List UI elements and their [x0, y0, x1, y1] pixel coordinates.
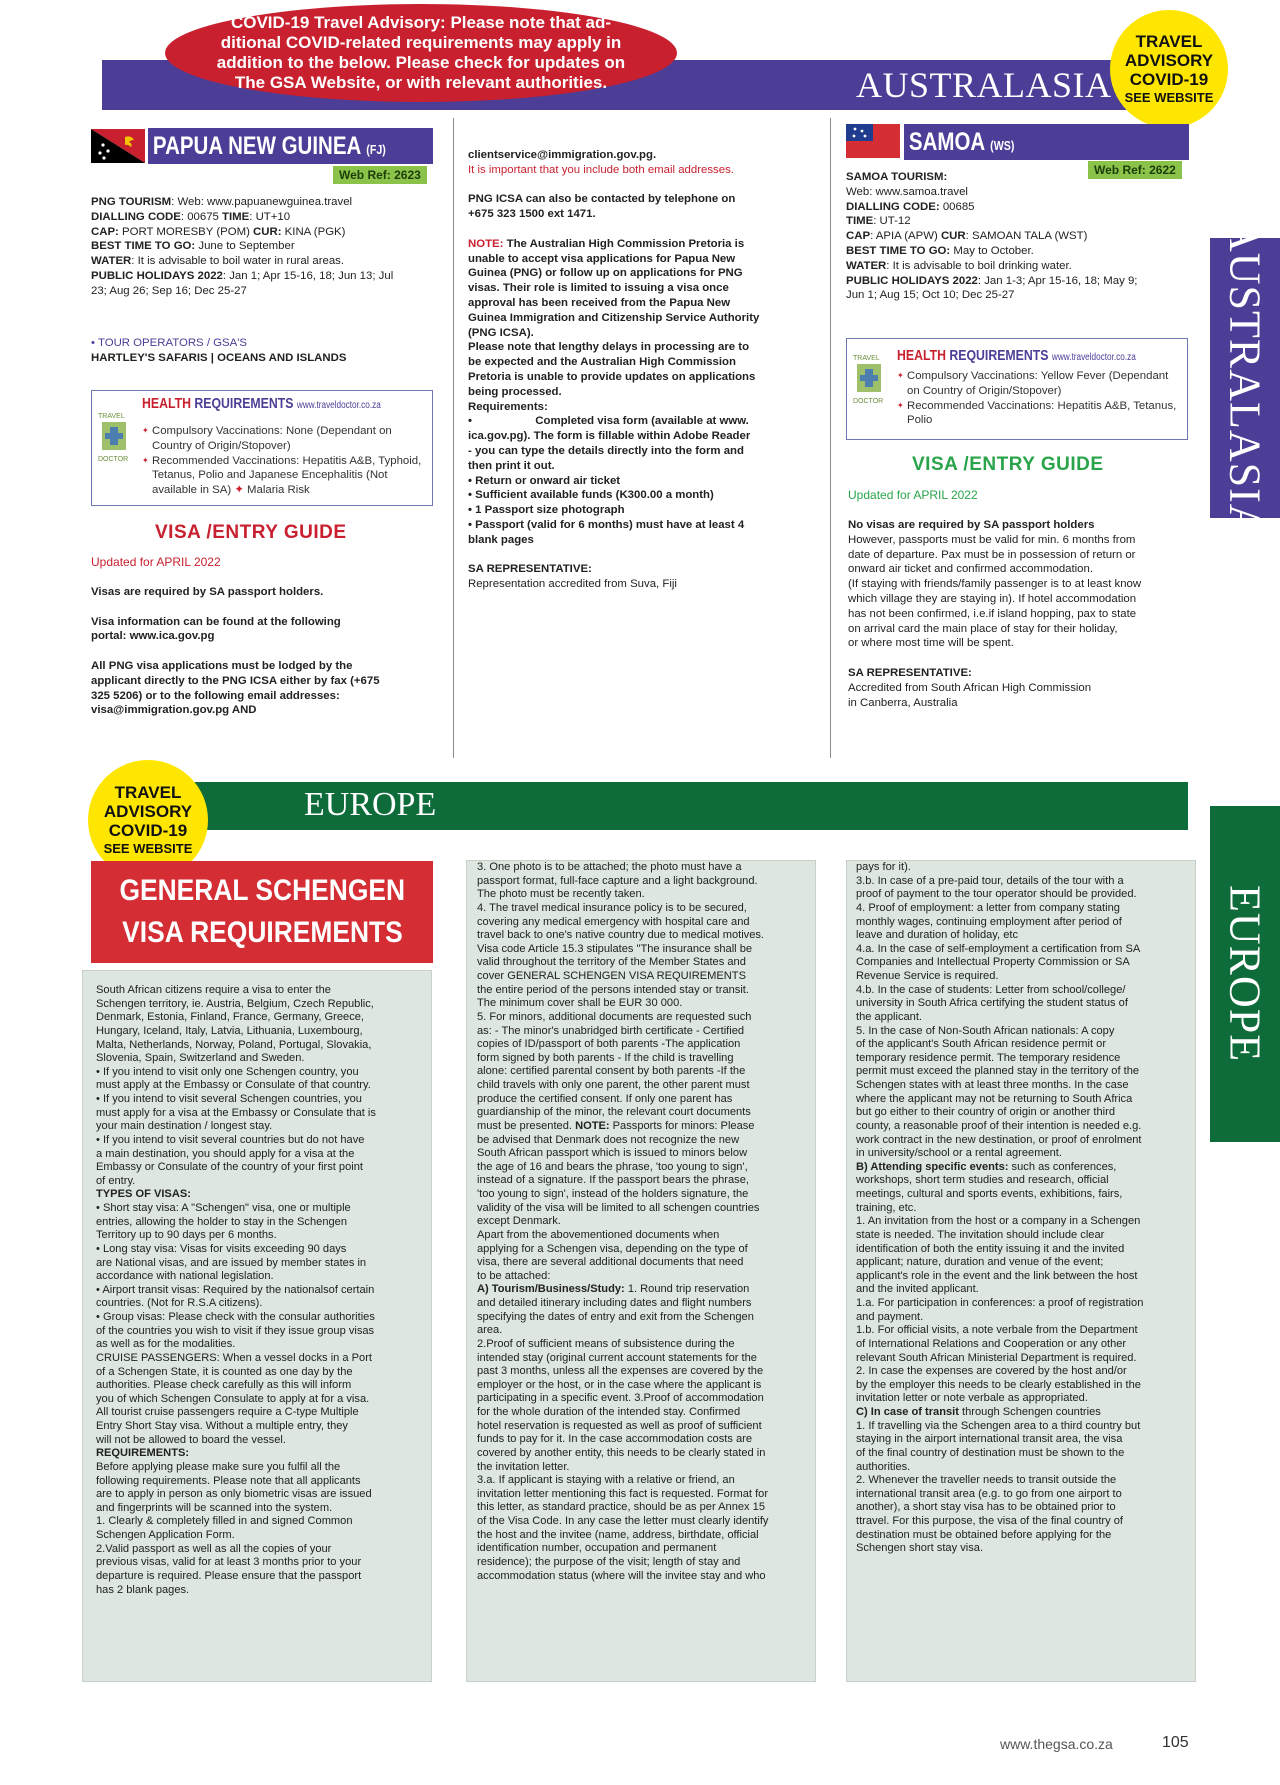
- png-visa-text-cont: clientservice@immigration.gov.pg. It is important that you include both email addresses. PNG ICSA can also be contacted by telephone on +675 323 1500 ext 1471. NOTE: The Australian High Commission Pretoria is unable to accept visa applications for Papua New Guinea (PNG) or follow up on applications for PNG visas. Their role is limited to issuing a visa once approval has been received from the Papua New Guinea Immigration and Citizenship Service Authority (PNG ICSA). Please note that lengthy delays in processing are to be expected and the Australian High Commission Pretoria is unable to provide updates on applications being processed. Requirements: • Completed visa form (available at www. ica.gov.pg). The form is fillable within Adobe Reader - you can type the details directly into the form and then print it out. • Return or onward air ticket • Sufficient available funds (K300.00 a month) • 1 Passport size photograph • Passport (valid for 6 months) must have at least 4 blank pages SA REPRESENTATIVE: Representation accredited from Suva, Fiji: [468, 149, 760, 591]
- schengen-line: 2.Valid passport as well as all the copies of your: [96, 1542, 332, 1555]
- schengen-line: accordance with national legislation.: [96, 1270, 274, 1283]
- schengen-line: • If you intend to visit only one Schengen country, you: [96, 1065, 359, 1078]
- australasia-side-tab-label: AUSTRALASIA: [1220, 219, 1270, 537]
- schengen-line: All tourist cruise passengers require a C-type Multiple: [96, 1406, 359, 1419]
- covid-notice-line: The GSA Website, or with relevant authorities.: [234, 73, 608, 92]
- schengen-line: TYPES OF VISAS:: [96, 1188, 191, 1201]
- schengen-line: Schengen short stay visa.: [856, 1542, 984, 1555]
- covid-notice-line: COVID-19 Travel Advisory: Please note that ad-: [230, 13, 612, 32]
- schengen-line: 5. In the case of Non-South African nationals: A copy: [856, 1024, 1115, 1037]
- schengen-line: invitation letter mentioning this fact is requested. Format for: [477, 1487, 769, 1500]
- schengen-line: another), a short stay visa has to be obtained prior to: [856, 1501, 1116, 1514]
- schengen-line: temporary residence permit. The temporary residence: [856, 1051, 1121, 1064]
- schengen-line: 4.b. In the case of students: Letter from school/college/: [856, 983, 1126, 996]
- schengen-line: form signed by both parents - If the child is travelling: [477, 1051, 734, 1064]
- samoa-visa-guide-heading: VISA /ENTRY GUIDE: [912, 454, 1104, 475]
- png-visa-guide-heading: VISA /ENTRY GUIDE: [155, 522, 347, 543]
- schengen-line: 1.a. For participation in conferences: a proof of registration: [856, 1297, 1144, 1309]
- schengen-line: Schengen states with at least three months. In the case: [856, 1079, 1129, 1091]
- schengen-line: past 3 months, unless all the expenses are covered by the: [477, 1365, 764, 1378]
- samoa-web-ref[interactable]: Web Ref: 2622: [1088, 161, 1182, 179]
- schengen-line: 1. An invitation from the host or a company in a Schengen: [856, 1215, 1141, 1228]
- schengen-line: a main destination, you should apply for a visa at the: [96, 1147, 355, 1160]
- schengen-line: visa, there are several additional documents that need: [477, 1256, 744, 1269]
- schengen-line: 'too young to sign', instead of the holders signature, the: [477, 1188, 749, 1200]
- schengen-line: must apply at the Embassy or Consulate of that country.: [96, 1079, 371, 1092]
- schengen-line: travel back to one's native country due to medical motives.: [477, 929, 765, 942]
- png-health-box: [91, 390, 433, 506]
- samoa-flag-icon: [846, 124, 900, 158]
- schengen-line: instead of a signature. If the passport bears the phrase,: [477, 1174, 749, 1187]
- schengen-line: of a Schengen State, it is counted as one day by the: [96, 1365, 353, 1378]
- svg-text:DOCTOR: DOCTOR: [853, 398, 884, 405]
- schengen-line: and detailed itinerary including dates and flight numbers: [477, 1297, 752, 1309]
- schengen-line: covered by another entity, this needs to be clearly stated in: [477, 1446, 766, 1459]
- badge-line: COVID-19: [108, 820, 188, 840]
- schengen-line: Apart from the abovementioned documents when: [477, 1228, 720, 1241]
- schengen-line: applicant's role in the event and the link between the host: [856, 1269, 1138, 1282]
- covid-notice-line: addition to the below. Please check for updates on: [216, 53, 626, 72]
- schengen-line: Revenue Service is required.: [856, 970, 999, 982]
- png-flag-icon: [91, 129, 145, 163]
- badge-line: ADVISORY: [1124, 50, 1214, 70]
- schengen-line: Slovenia, Spain, Switzerland and Sweden.: [96, 1052, 305, 1065]
- schengen-line: the invitation letter.: [477, 1460, 570, 1473]
- page-number: 105: [1162, 1734, 1189, 1751]
- schengen-line: by the employer this needs to be clearly established in the: [856, 1378, 1141, 1391]
- schengen-line: pays for it).: [856, 861, 911, 873]
- column-divider: [830, 118, 831, 758]
- schengen-line: as: - The minor's unabridged birth certificate - Certified: [477, 1024, 745, 1037]
- schengen-line: The photo must be recently taken.: [477, 888, 645, 901]
- schengen-line: The minimum cover shall be EUR 30 000.: [477, 997, 683, 1010]
- schengen-line: where the applicant may not be returning to South Africa: [856, 1092, 1133, 1105]
- schengen-line: following requirements. Please note that all applicants: [96, 1474, 361, 1487]
- svg-text:TRAVEL: TRAVEL: [853, 355, 880, 362]
- schengen-line: will not be allowed to board the vessel.: [96, 1433, 286, 1446]
- schengen-line: Companies and Intellectual Property Commission or SA: [856, 956, 1130, 969]
- schengen-line: work contract in the new destination, or proof of enrolment: [856, 1133, 1142, 1146]
- schengen-line: • If you intend to visit several Schengen countries, you: [96, 1093, 362, 1105]
- samoa-health-list: [897, 369, 1182, 428]
- badge-see-website: SEE WEBSITE: [1124, 89, 1214, 105]
- samoa-updated: Updated for APRIL 2022: [848, 488, 978, 502]
- schengen-line: staying in the airport international transit area, the visa: [856, 1433, 1123, 1446]
- schengen-line: 4. Proof of employment: a letter from company stating: [856, 901, 1120, 914]
- svg-text:DOCTOR: DOCTOR: [98, 456, 129, 463]
- schengen-line: departure is required. Please ensure that the passport: [96, 1569, 362, 1582]
- samoa-country-header: [904, 124, 1189, 160]
- schengen-text-col1: [96, 984, 376, 1597]
- schengen-line: 4.a. In the case of self-employment a certification from SA: [856, 942, 1141, 955]
- schengen-line: countries. (Not for R.S.A citizens).: [96, 1297, 263, 1310]
- australasia-title: AUSTRALASIA: [856, 65, 1112, 105]
- samoa-health-box: [846, 338, 1188, 440]
- schengen-line: Territory up to 90 days per 6 months.: [96, 1229, 277, 1242]
- health-item: ✦ Recommended Vaccinations: Hepatitis A&B, Tetanus, Polio: [897, 399, 1182, 429]
- schengen-line: Visa code Article 15.3 stipulates "The insurance shall be: [477, 942, 753, 955]
- schengen-line: county, a reasonable proof of their intention is needed e.g.: [856, 1119, 1142, 1132]
- health-item: ✦ Compulsory Vaccinations: Yellow Fever (Dependant on Country of Origin/Stopover): [897, 369, 1182, 399]
- schengen-line: intended stay (original current account statements for the: [477, 1351, 757, 1364]
- schengen-line: must apply for a visa at the Embassy or Consulate that is: [96, 1106, 376, 1119]
- schengen-line: Hungary, Iceland, Italy, Latvia, Lithuania, Luxembourg,: [96, 1024, 363, 1037]
- schengen-line: Embassy or Consulate of the country of your first point: [96, 1161, 363, 1174]
- schengen-line: permit must exceed the planned stay in the territory of the: [856, 1065, 1140, 1078]
- schengen-line: monthly wages, continuing employment after period of: [856, 915, 1122, 928]
- travel-doctor-logo-icon: [96, 409, 132, 469]
- schengen-line: REQUIREMENTS:: [96, 1447, 190, 1460]
- schengen-line: produce the certified consent. If only one parent has: [477, 1092, 733, 1105]
- schengen-line: CRUISE PASSENGERS: When a vessel docks in a Port: [96, 1351, 373, 1364]
- schengen-line: child travels with only one parent, the other parent must: [477, 1079, 750, 1091]
- png-facts: PNG TOURISM: Web: www.papuanewguinea.travel DIALLING CODE: 00675 TIME: UT+10 CAP: PORT MORESBY (POM) CUR: KINA (PGK) BEST TIME TO GO: June to September WATER: It is advisable to boil water in rural areas. PUBLIC HOLIDAYS 2022: Jan 1; Apr 15-16, 18; Jun 13; Jul 23; Aug 26; Sep 16; Dec 25-27: [91, 196, 394, 297]
- schengen-heading-line: GENERAL SCHENGEN: [119, 874, 405, 907]
- schengen-line: identification of both the entity issuing it and the invited: [856, 1242, 1125, 1255]
- schengen-line: of the final country of destination must be shown to the: [856, 1446, 1125, 1459]
- schengen-line: proof of payment to the tour operator should be provided.: [856, 888, 1137, 901]
- schengen-line: the host and the invitee (name, address, birthdate, official: [477, 1528, 759, 1541]
- schengen-line: university in South Africa certifying the student status of: [856, 997, 1128, 1010]
- schengen-line: funds to pay for it. In the case accommodation costs are: [477, 1433, 753, 1446]
- png-tour-operators: • TOUR OPERATORS / GSA'S HARTLEY'S SAFARIS | OCEANS AND ISLANDS: [91, 337, 347, 364]
- schengen-line: • Airport transit visas: Required by the nationalsof certain: [96, 1283, 375, 1296]
- schengen-line: • Short stay visa: A "Schengen" visa, one or multiple: [96, 1202, 351, 1214]
- schengen-line: of entry.: [96, 1174, 136, 1187]
- schengen-line: hotel reservation is requested as well as proof of sufficient: [477, 1419, 762, 1432]
- schengen-line: Malta, Netherlands, Norway, Poland, Portugal, Slovakia,: [96, 1038, 372, 1051]
- schengen-line: C) In case of transit through Schengen countries: [856, 1406, 1101, 1418]
- samoa-health-title: HEALTH REQUIREMENTS www.traveldoctor.co.za: [897, 347, 1136, 364]
- schengen-line: the entire period of the persons intended stay or transit.: [477, 983, 749, 996]
- schengen-line: residence); the purpose of the visit; length of stay and: [477, 1555, 741, 1568]
- schengen-line: 3. One photo is to be attached; the photo must have a: [477, 861, 742, 873]
- schengen-line: the age of 16 and bears the phrase, 'too young to sign',: [477, 1160, 748, 1173]
- png-health-list: [142, 424, 432, 498]
- schengen-line: of the applicant's South African residence permit or: [856, 1038, 1107, 1051]
- png-health-title: HEALTH REQUIREMENTS www.traveldoctor.co.za: [142, 395, 381, 412]
- schengen-line: applying for a Schengen visa, depending on the type of: [477, 1242, 748, 1255]
- schengen-line: Denmark, Estonia, Finland, France, Germany, Greece,: [96, 1011, 364, 1024]
- schengen-line: ttravel. For this purpose, the visa of the final country of: [856, 1515, 1123, 1527]
- travel-advisory-badge[interactable]: [1110, 10, 1228, 128]
- schengen-line: but go either to their country of origin or another third: [856, 1106, 1116, 1119]
- samoa-facts: SAMOA TOURISM: Web: www.samoa.travel DIALLING CODE: 00685 TIME: UT-12 CAP: APIA (APW) CUR: SAMOAN TALA (WST) BEST TIME TO GO: May to October. WATER: It is advisable to boil drinking water. PUBLIC HOLIDAYS 2022: Jan 1-3; Apr 15-16, 18; May 9; Jun 1; Aug 15; Oct 10; Dec 25-27: [846, 171, 1138, 302]
- png-country-header: [148, 128, 433, 164]
- schengen-line: be advised that Denmark does not recognize the new: [477, 1133, 740, 1146]
- schengen-line: of the Visa Code. In any case the letter must clearly identify: [477, 1515, 769, 1527]
- schengen-line: • Long stay visa: Visas for visits exceeding 90 days: [96, 1242, 347, 1255]
- png-country-code: (FJ): [366, 141, 386, 157]
- europe-title: EUROPE: [304, 786, 437, 823]
- travel-doctor-logo-icon: [851, 351, 887, 411]
- schengen-line: the applicant.: [856, 1010, 922, 1023]
- samoa-country-code: (WS): [990, 137, 1015, 153]
- schengen-line: except Denmark.: [477, 1215, 561, 1228]
- schengen-line: invitation letter or note verbale as appropriated.: [856, 1392, 1088, 1405]
- schengen-line: 1. If travelling via the Schengen area to a third country but: [856, 1419, 1141, 1432]
- schengen-line: authorities. Please check carefully as this will inform: [96, 1379, 352, 1392]
- schengen-line: 1. Clearly & completely filled in and signed Common: [96, 1515, 353, 1528]
- schengen-line: Schengen Application Form.: [96, 1529, 235, 1541]
- schengen-line: specifying the dates of entry and exit from the Schengen: [477, 1310, 754, 1323]
- schengen-line: identification number, occupation and permanent: [477, 1542, 717, 1555]
- schengen-line: participating in a specific event. 3.Proof of accommodation: [477, 1392, 764, 1405]
- png-country-name: PAPUA NEW GUINEA: [152, 131, 361, 160]
- schengen-line: and payment.: [856, 1310, 924, 1323]
- schengen-line: applicant; nature, duration and venue of the event;: [856, 1256, 1104, 1269]
- footer-website-link[interactable]: www.thegsa.co.za: [1000, 1736, 1113, 1752]
- schengen-text-col2: [477, 861, 768, 1583]
- schengen-line: state is needed. The invitation should include clear: [856, 1228, 1105, 1241]
- schengen-heading-line: VISA REQUIREMENTS: [121, 916, 403, 949]
- schengen-line: to be attached:: [477, 1269, 551, 1282]
- schengen-line: and fingerprints will be scanned into the system.: [96, 1501, 333, 1514]
- schengen-line: entries, allowing the holder to stay in the Schengen: [96, 1215, 348, 1228]
- schengen-line: previous visas, valid for at least 3 months prior to your: [96, 1556, 362, 1569]
- png-web-ref[interactable]: Web Ref: 2623: [333, 166, 427, 184]
- schengen-line: 1.b. For official visits, a note verbale from the Department: [856, 1324, 1138, 1337]
- schengen-text-col3: [856, 861, 1143, 1556]
- png-updated: Updated for APRIL 2022: [91, 555, 221, 569]
- schengen-line: guardianship of the minor, the relevant court documents: [477, 1106, 751, 1119]
- australasia-side-tab: [1210, 219, 1280, 537]
- schengen-line: as well as for the modalities.: [96, 1338, 236, 1351]
- schengen-line: 2. In case the expenses are covered by the host and/or: [856, 1365, 1127, 1378]
- schengen-line: training, etc.: [856, 1201, 917, 1214]
- schengen-line: cover GENERAL SCHENGEN VISA REQUIREMENTS: [477, 970, 746, 982]
- png-visa-text: Visas are required by SA passport holders. Visa information can be found at the following portal: www.ica.gov.pg All PNG visa applications must be lodged by the applicant directly to the PNG ICSA either by fax (+675 325 5206) or to the following email addresses: visa@immigration.gov.pg AND: [91, 586, 380, 717]
- samoa-country-name: SAMOA: [908, 127, 985, 156]
- badge-line: TRAVEL: [1135, 31, 1203, 51]
- schengen-line: has 2 blank pages.: [96, 1583, 190, 1596]
- schengen-line: international transit area (e.g. to go from one airport to: [856, 1487, 1122, 1500]
- column-divider: [453, 118, 454, 758]
- schengen-line: 2.Proof of sufficient means of subsistence during the: [477, 1337, 735, 1350]
- badge-see-website: SEE WEBSITE: [103, 840, 193, 856]
- badge-line: ADVISORY: [103, 801, 193, 821]
- schengen-line: alone: certified parental consent by both parents -If the: [477, 1065, 746, 1078]
- schengen-line: South African passport which is issued to minors below: [477, 1147, 748, 1160]
- schengen-line: A) Tourism/Business/Study: 1. Round trip reservation: [477, 1283, 750, 1296]
- covid-notice-line: ditional COVID-related requirements may apply in: [220, 33, 622, 52]
- schengen-heading: [91, 861, 433, 963]
- covid-advisory-notice: [165, 4, 677, 102]
- schengen-line: of the countries you wish to visit if they issue group visas: [96, 1324, 375, 1337]
- schengen-line: are National visas, and are issued by member states in: [96, 1256, 367, 1269]
- badge-line: COVID-19: [1129, 69, 1209, 89]
- schengen-line: validity of the visa will be limited to all schengen countries: [477, 1201, 760, 1214]
- europe-side-tab: [1210, 806, 1280, 1142]
- schengen-line: accommodation status (where will the invitee stay and who: [477, 1569, 766, 1582]
- schengen-line: of International Relations and Cooperation or any other: [856, 1337, 1127, 1350]
- svg-text:TRAVEL: TRAVEL: [98, 413, 125, 420]
- schengen-line: leave and duration of holiday, etc: [856, 929, 1018, 942]
- schengen-line: your main destination / longest stay.: [96, 1120, 273, 1133]
- schengen-line: copies of ID/passport of both parents -The application: [477, 1038, 741, 1051]
- health-item: ✦ Compulsory Vaccinations: None (Dependant on Country of Origin/Stopover): [142, 424, 432, 454]
- schengen-line: 5. For minors, additional documents are requested such: [477, 1010, 752, 1023]
- schengen-line: and the invited applicant.: [856, 1283, 979, 1296]
- schengen-line: destination must be obtained before applying for the: [856, 1528, 1112, 1541]
- schengen-line: Schengen territory, ie. Austria, Belgium, Czech Republic,: [96, 997, 374, 1010]
- schengen-line: you of which Schengen Consulate to apply at for a visa.: [96, 1392, 370, 1405]
- schengen-line: South African citizens require a visa to enter the: [96, 984, 331, 996]
- schengen-line: 4. The travel medical insurance policy is to be secured,: [477, 901, 747, 914]
- badge-line: TRAVEL: [114, 782, 182, 802]
- schengen-line: are to apply in person as only biometric visas are issued: [96, 1488, 372, 1501]
- schengen-line: for the whole duration of the intended stay. Confirmed: [477, 1406, 741, 1418]
- schengen-line: • If you intend to visit several countries but do not have: [96, 1133, 365, 1146]
- europe-side-tab-label: EUROPE: [1220, 885, 1270, 1063]
- schengen-line: employer or the host, or in the case where the applicant is: [477, 1378, 762, 1391]
- schengen-line: 3.a. If applicant is staying with a relative or friend, an: [477, 1474, 735, 1487]
- schengen-line: this letter, as standard practice, should be as per Annex 15: [477, 1501, 765, 1514]
- schengen-line: B) Attending specific events: such as conferences,: [856, 1160, 1117, 1173]
- schengen-line: • Group visas: Please check with the consular authorities: [96, 1311, 375, 1323]
- schengen-line: passport format, full-face capture and a light background.: [477, 874, 758, 887]
- schengen-line: meetings, cultural and sports events, exhibitions, fairs,: [856, 1188, 1123, 1200]
- schengen-line: must be presented. NOTE: Passports for minors: Please: [477, 1119, 755, 1132]
- schengen-line: covering any medical emergency with hospital care and: [477, 915, 750, 928]
- health-item: ✦ Recommended Vaccinations: Hepatitis A&B, Typhoid, Tetanus, Polio and Japanese Encephalitis (Not available in SA) ✦ Malaria Risk: [142, 454, 432, 498]
- schengen-line: Before applying please make sure you fulfil all the: [96, 1460, 341, 1473]
- schengen-line: relevant South African Ministerial Department is required.: [856, 1351, 1137, 1364]
- schengen-line: authorities.: [856, 1460, 911, 1473]
- schengen-line: 3.b. In case of a pre-paid tour, details of the tour with a: [856, 874, 1124, 887]
- samoa-visa-text: No visas are required by SA passport holders However, passports must be valid for min. 6 months from date of departure. Pax must be in possession of return or onward air ticket and confirmed accommodation. (If staying with friends/family passenger is to at least know which village they are staying in). If hotel accommodation has not been confirmed, i.e.if island hopping, pax to state on arrival card the main place of stay for their holiday, or where most time will be spent. SA REPRESENTATIVE: Accredited from South African High Commission in Canberra, Australia: [848, 519, 1142, 709]
- schengen-line: 2. Whenever the traveller needs to transit outside the: [856, 1474, 1117, 1487]
- schengen-line: area.: [477, 1324, 503, 1337]
- schengen-line: workshops, short term studies and research, official: [856, 1174, 1109, 1187]
- schengen-line: Entry Short Stay visa. Without a multiple entry, they: [96, 1420, 348, 1432]
- schengen-line: in university/school or a rental agreement.: [856, 1147, 1062, 1160]
- schengen-line: valid throughout the territory of the Member States and: [477, 956, 746, 969]
